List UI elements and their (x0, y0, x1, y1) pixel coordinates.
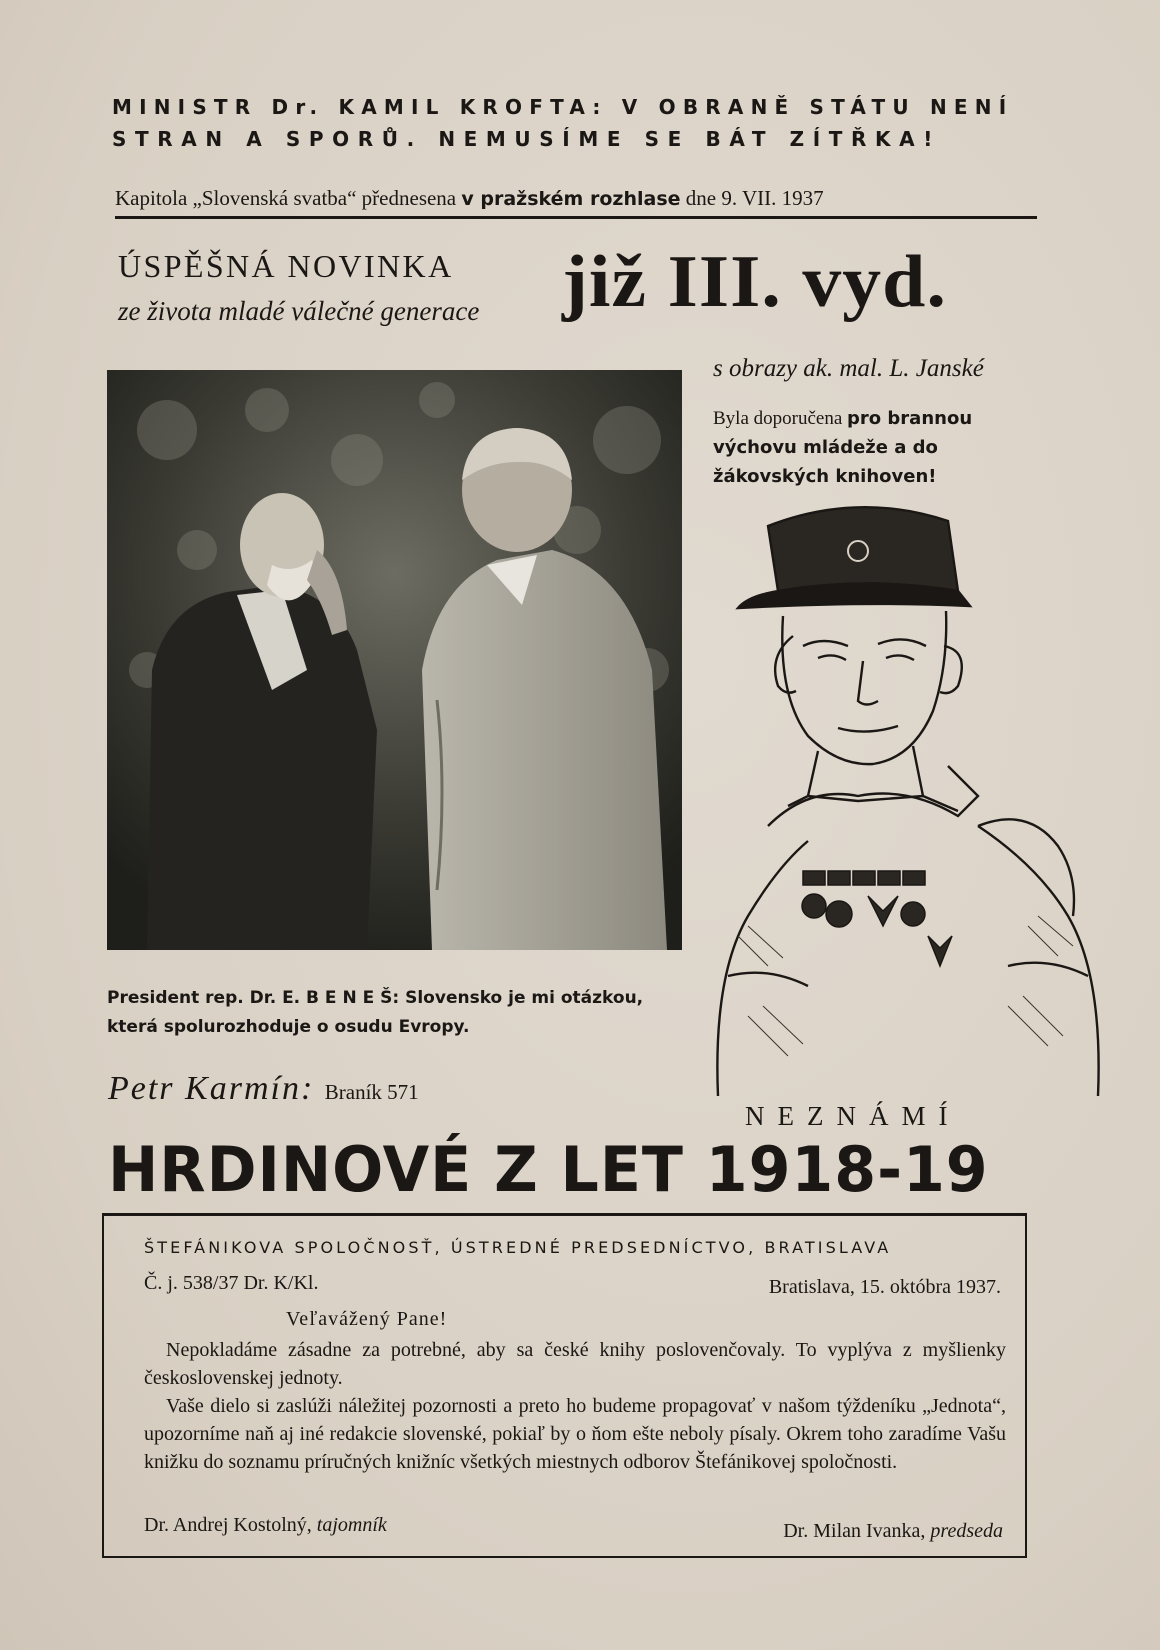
letter-signature-left (144, 1514, 387, 1537)
promo-headline: ÚSPĚŠNÁ NOVINKA (118, 248, 454, 284)
edition-label: již III. vyd. (562, 241, 947, 323)
recommendation-prefix: Byla doporučena (713, 408, 843, 429)
photo-caption: President rep. Dr. E. B E N E Š: Slovensko je mi otázkou, která spolurozhoduje o osudu Evropy. (107, 988, 644, 1037)
signature-right-role: predseda (930, 1520, 1003, 1542)
header-line-2: STRAN A SPORŮ. NEMUSÍME SE BÁT ZÍTŘKA! (112, 127, 941, 151)
letter-box (102, 1213, 1027, 1558)
photograph (107, 370, 682, 950)
chapter-note-bold: v pražském rozhlase (461, 188, 681, 210)
promo-subheadline: ze života mladé válečné generace (118, 296, 480, 326)
letter-date: Bratislava, 15. októbra 1937. (768, 1276, 1001, 1298)
signature-left-name: Dr. Andrej Kostolný, (144, 1514, 312, 1536)
recommendation-bold: pro brannou výchovu mládeže a do žákovských knihoven! (713, 408, 973, 487)
portrait-drawing (708, 496, 1108, 1096)
letter-reference: Č. j. 538/37 Dr. K/Kl. (144, 1272, 319, 1294)
letter-organization: ŠTEFÁNIKOVA SPOLOČNOSŤ, ÚSTREDNÉ PREDSEDNÍCTVO, BRATISLAVA (144, 1238, 892, 1257)
photograph-image (107, 370, 682, 950)
recommendation-note (713, 404, 1043, 491)
chapter-note-prefix: Kapitola „Slovenská svatba“ přednesena (115, 186, 457, 210)
signature-left-role: tajomník (316, 1514, 387, 1536)
book-title: HRDINOVÉ Z LET 1918-19 (108, 1133, 989, 1206)
signature-right-name: Dr. Milan Ivanka, (783, 1520, 926, 1542)
letter-body (144, 1336, 1006, 1476)
title-overline: NEZNÁMÍ (745, 1101, 961, 1131)
letter-paragraph: Nepokladáme zásadne za potrebné, aby sa české knihy poslovenčovaly. To vyplýva z myšlienky československej jednoty. (144, 1339, 1006, 1389)
letter-paragraph: Vaše dielo si zaslúži náležitej pozornosti a preto ho budeme propagovať v našom týždeníku „Jednota“, upozorníme naň aj iné redakcie slovenské, pokiaľ by o ňom ešte neboly písaly. Okrem toho zaradíme Vašu knižku do soznamu príručných knižníc všetkých miestnych odborov Štefánikovej spoločnosti. (144, 1395, 1006, 1473)
book-author (108, 1070, 419, 1108)
author-address: Braník 571 (324, 1080, 419, 1104)
illustrations-credit: s obrazy ak. mal. L. Janské (713, 355, 984, 382)
letter-signature-right (783, 1520, 1003, 1543)
portrait-illustration (708, 496, 1108, 1096)
chapter-note (115, 186, 1037, 219)
letter-salutation: Veľavážený Pane! (286, 1308, 448, 1330)
header-line-1: MINISTR Dr. KAMIL KROFTA: V OBRANĚ STÁTU NENÍ (112, 95, 1014, 119)
author-name: Petr Karmín: (108, 1070, 315, 1107)
chapter-note-suffix: dne 9. VII. 1937 (685, 186, 824, 210)
